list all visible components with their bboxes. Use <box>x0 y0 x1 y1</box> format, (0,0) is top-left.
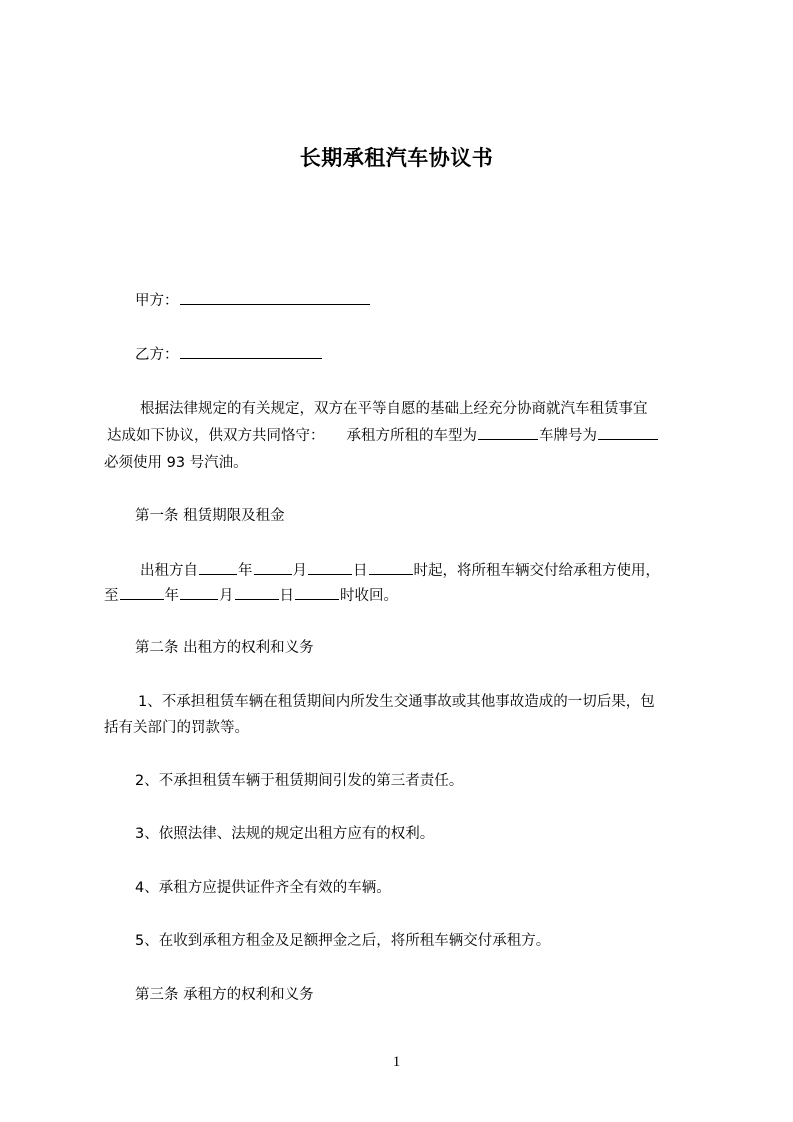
start-hour-blank <box>369 560 413 575</box>
article-1-heading: 第一条 租赁期限及租金 <box>135 508 285 524</box>
article-2-item-1-line-2: 括有关部门的罚款等。 <box>104 720 249 736</box>
start-month-blank <box>254 560 292 575</box>
intro-line-1: 根据法律规定的有关规定，双方在平等自愿的基础上经充分协商就汽车租赁事宜 <box>140 401 648 417</box>
article-2-item-2: 2、不承担租赁车辆于租赁期间引发的第三者责任。 <box>135 773 464 789</box>
plate-number-blank <box>598 425 658 440</box>
party-a-blank <box>180 290 370 305</box>
end-month-blank <box>180 585 218 600</box>
start-day-blank <box>308 560 352 575</box>
article-1-line-1: 出租方自 年 月 日 时起，将所租车辆交付给承租方使用， <box>140 560 660 581</box>
party-b-blank <box>180 344 322 359</box>
end-hour-blank <box>295 585 339 600</box>
intro-line-2-a: 达成如下协议，供双方共同恪守： <box>107 428 325 444</box>
article-2-heading: 第二条 出租方的权利和义务 <box>135 640 314 656</box>
end-year-blank <box>120 585 164 600</box>
intro-line-2 <box>107 425 659 446</box>
start-year-blank <box>199 560 237 575</box>
article-2-item-3: 3、依照法律、法规的规定出租方应有的权利。 <box>135 826 435 842</box>
party-b-label: 乙方： <box>135 347 179 363</box>
article-2-item-1-line-1: 1、不承担租赁车辆在租赁期间内所发生交通事故或其他事故造成的一切后果，包 <box>138 694 655 710</box>
article-2-item-5: 5、在收到承租方租金及足额押金之后，将所租车辆交付承租方。 <box>135 933 551 949</box>
intro-line-3: 必须使用 93 号汽油。 <box>104 455 248 471</box>
car-model-blank <box>478 425 538 440</box>
intro-line-2-b: 承租方所租的车型为 <box>346 428 477 444</box>
article-3-heading: 第三条 承租方的权利和义务 <box>135 987 314 1003</box>
party-b-line <box>135 344 323 365</box>
document-title: 长期承租汽车协议书 <box>299 146 494 170</box>
article-1-line-2: 至 年 月 日 时收回。 <box>104 585 398 606</box>
intro-line-2-c: 车牌号为 <box>539 428 597 444</box>
page-number: 1 <box>392 1054 401 1070</box>
article-2-item-4: 4、承租方应提供证件齐全有效的车辆。 <box>135 880 391 896</box>
end-day-blank <box>235 585 279 600</box>
party-a-line <box>135 290 371 311</box>
party-a-label: 甲方： <box>135 293 179 309</box>
